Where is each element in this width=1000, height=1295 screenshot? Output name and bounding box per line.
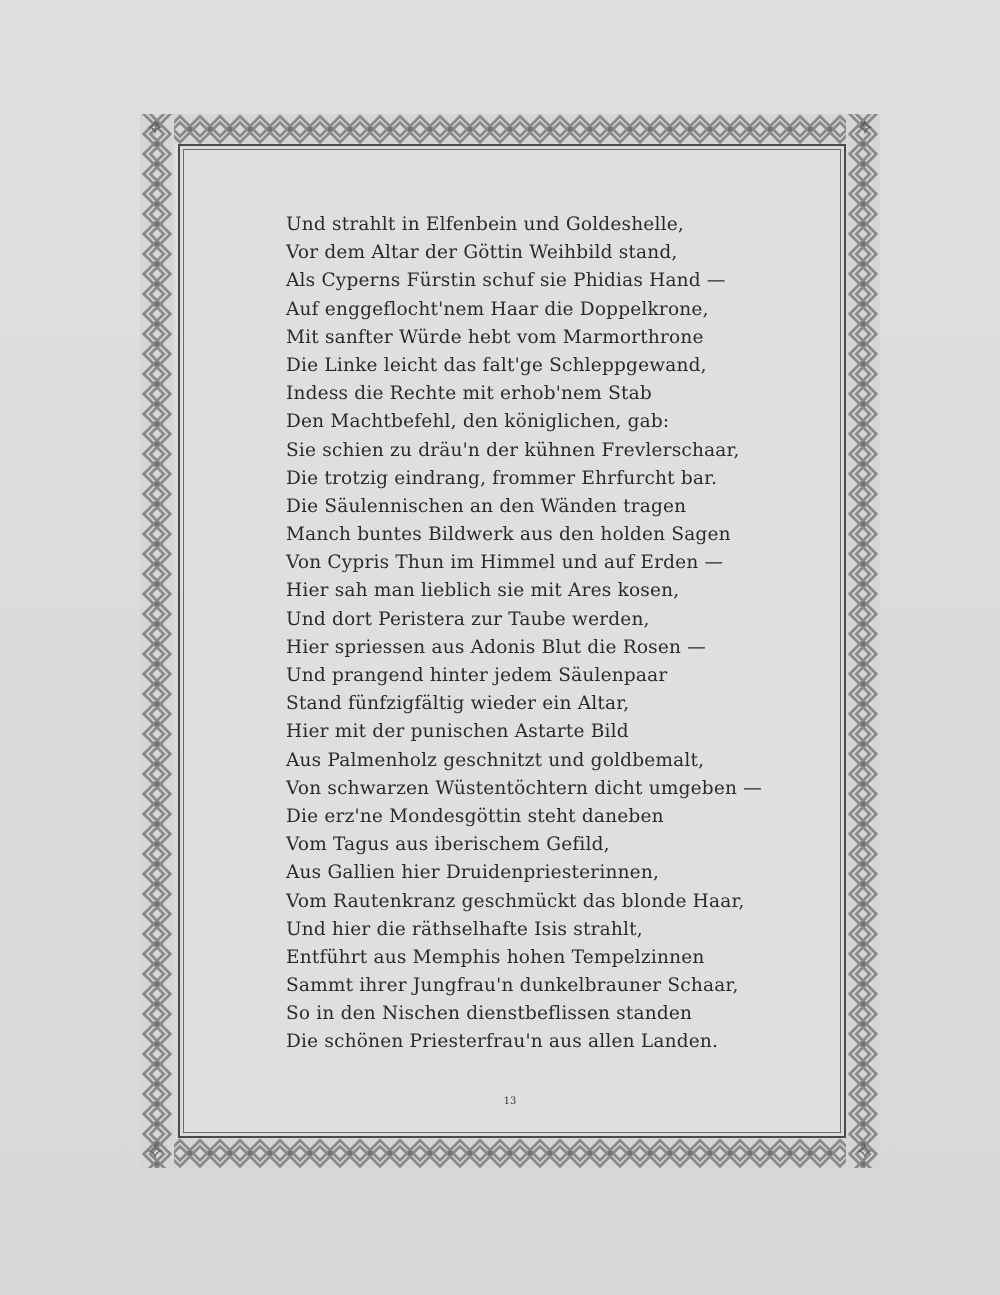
poem-line: Vom Rautenkranz geschmückt das blonde Haar, xyxy=(286,890,745,912)
ornament-corner-icon: ✧ xyxy=(855,116,875,141)
poem-line: Auf enggeflocht'nem Haar die Doppelkrone, xyxy=(286,298,709,320)
poem-line: Und hier die räthselhafte Isis strahlt, xyxy=(286,918,643,940)
poem-line: Die erz'ne Mondesgöttin steht daneben xyxy=(286,805,664,827)
poem-line: Aus Gallien hier Druidenpriesterinnen, xyxy=(286,862,660,884)
poem-line: Und dort Peristera zur Taube werden, xyxy=(286,608,650,630)
poem-line: Stand fünfzigfältig wieder ein Altar, xyxy=(286,693,630,715)
poem-line: So in den Nischen dienstbeflissen standen xyxy=(286,1003,693,1025)
poem-line: Die Linke leicht das falt'ge Schleppgewand, xyxy=(286,354,707,376)
ornament-corner-icon: ✧ xyxy=(855,1140,875,1165)
poem-line: Mit sanfter Würde hebt vom Marmorthrone xyxy=(286,326,704,348)
poem-line: Hier mit der punischen Astarte Bild xyxy=(286,721,629,743)
poem-line: Die trotzig eindrang, frommer Ehrfurcht bar. xyxy=(286,467,718,489)
poem-line: Von Cypris Thun im Himmel und auf Erden — xyxy=(286,552,724,574)
poem-stanza xyxy=(286,211,766,1057)
poem-line: Als Cyperns Fürstin schuf sie Phidias Hand — xyxy=(286,270,726,292)
ornamental-border-right xyxy=(846,114,880,1168)
poem-line: Manch buntes Bildwerk aus den holden Sagen xyxy=(286,524,731,546)
poem-line: Sie schien zu dräu'n der kühnen Frevlerschaar, xyxy=(286,439,740,461)
poem-line: Vor dem Altar der Göttin Weihbild stand, xyxy=(286,242,678,264)
poem-line: Die Säulennischen an den Wänden tragen xyxy=(286,495,687,517)
ornament-corner-icon: ✧ xyxy=(145,1140,165,1165)
poem-line: Und strahlt in Elfenbein und Goldeshelle, xyxy=(286,214,684,235)
poem-line: Sammt ihrer Jungfrau'n dunkelbrauner Schaar, xyxy=(286,975,739,997)
poem-line: Von schwarzen Wüstentöchtern dicht umgeben — xyxy=(286,777,762,799)
ornamental-border-bottom xyxy=(140,1138,880,1168)
poem-line: Die schönen Priesterfrau'n aus allen Landen. xyxy=(286,1031,719,1053)
page-number: 13 xyxy=(503,1096,517,1107)
poem-line: Den Machtbefehl, den königlichen, gab: xyxy=(286,411,670,433)
poem-line: Aus Palmenholz geschnitzt und goldbemalt, xyxy=(286,749,705,771)
ornamental-border-left xyxy=(140,114,174,1168)
poem-line: Entführt aus Memphis hohen Tempelzinnen xyxy=(286,946,705,968)
poem-line: Indess die Rechte mit erhob'nem Stab xyxy=(286,383,652,405)
poem-line: Und prangend hinter jedem Säulenpaar xyxy=(286,665,668,686)
poem-line: Hier spriessen aus Adonis Blut die Rosen — xyxy=(286,636,706,658)
poem-line: Vom Tagus aus iberischem Gefild, xyxy=(286,834,610,856)
ornament-corner-icon: ✧ xyxy=(145,116,165,141)
ornamental-border-top xyxy=(140,114,880,144)
poem-line: Hier sah man lieblich sie mit Ares kosen, xyxy=(286,580,680,602)
